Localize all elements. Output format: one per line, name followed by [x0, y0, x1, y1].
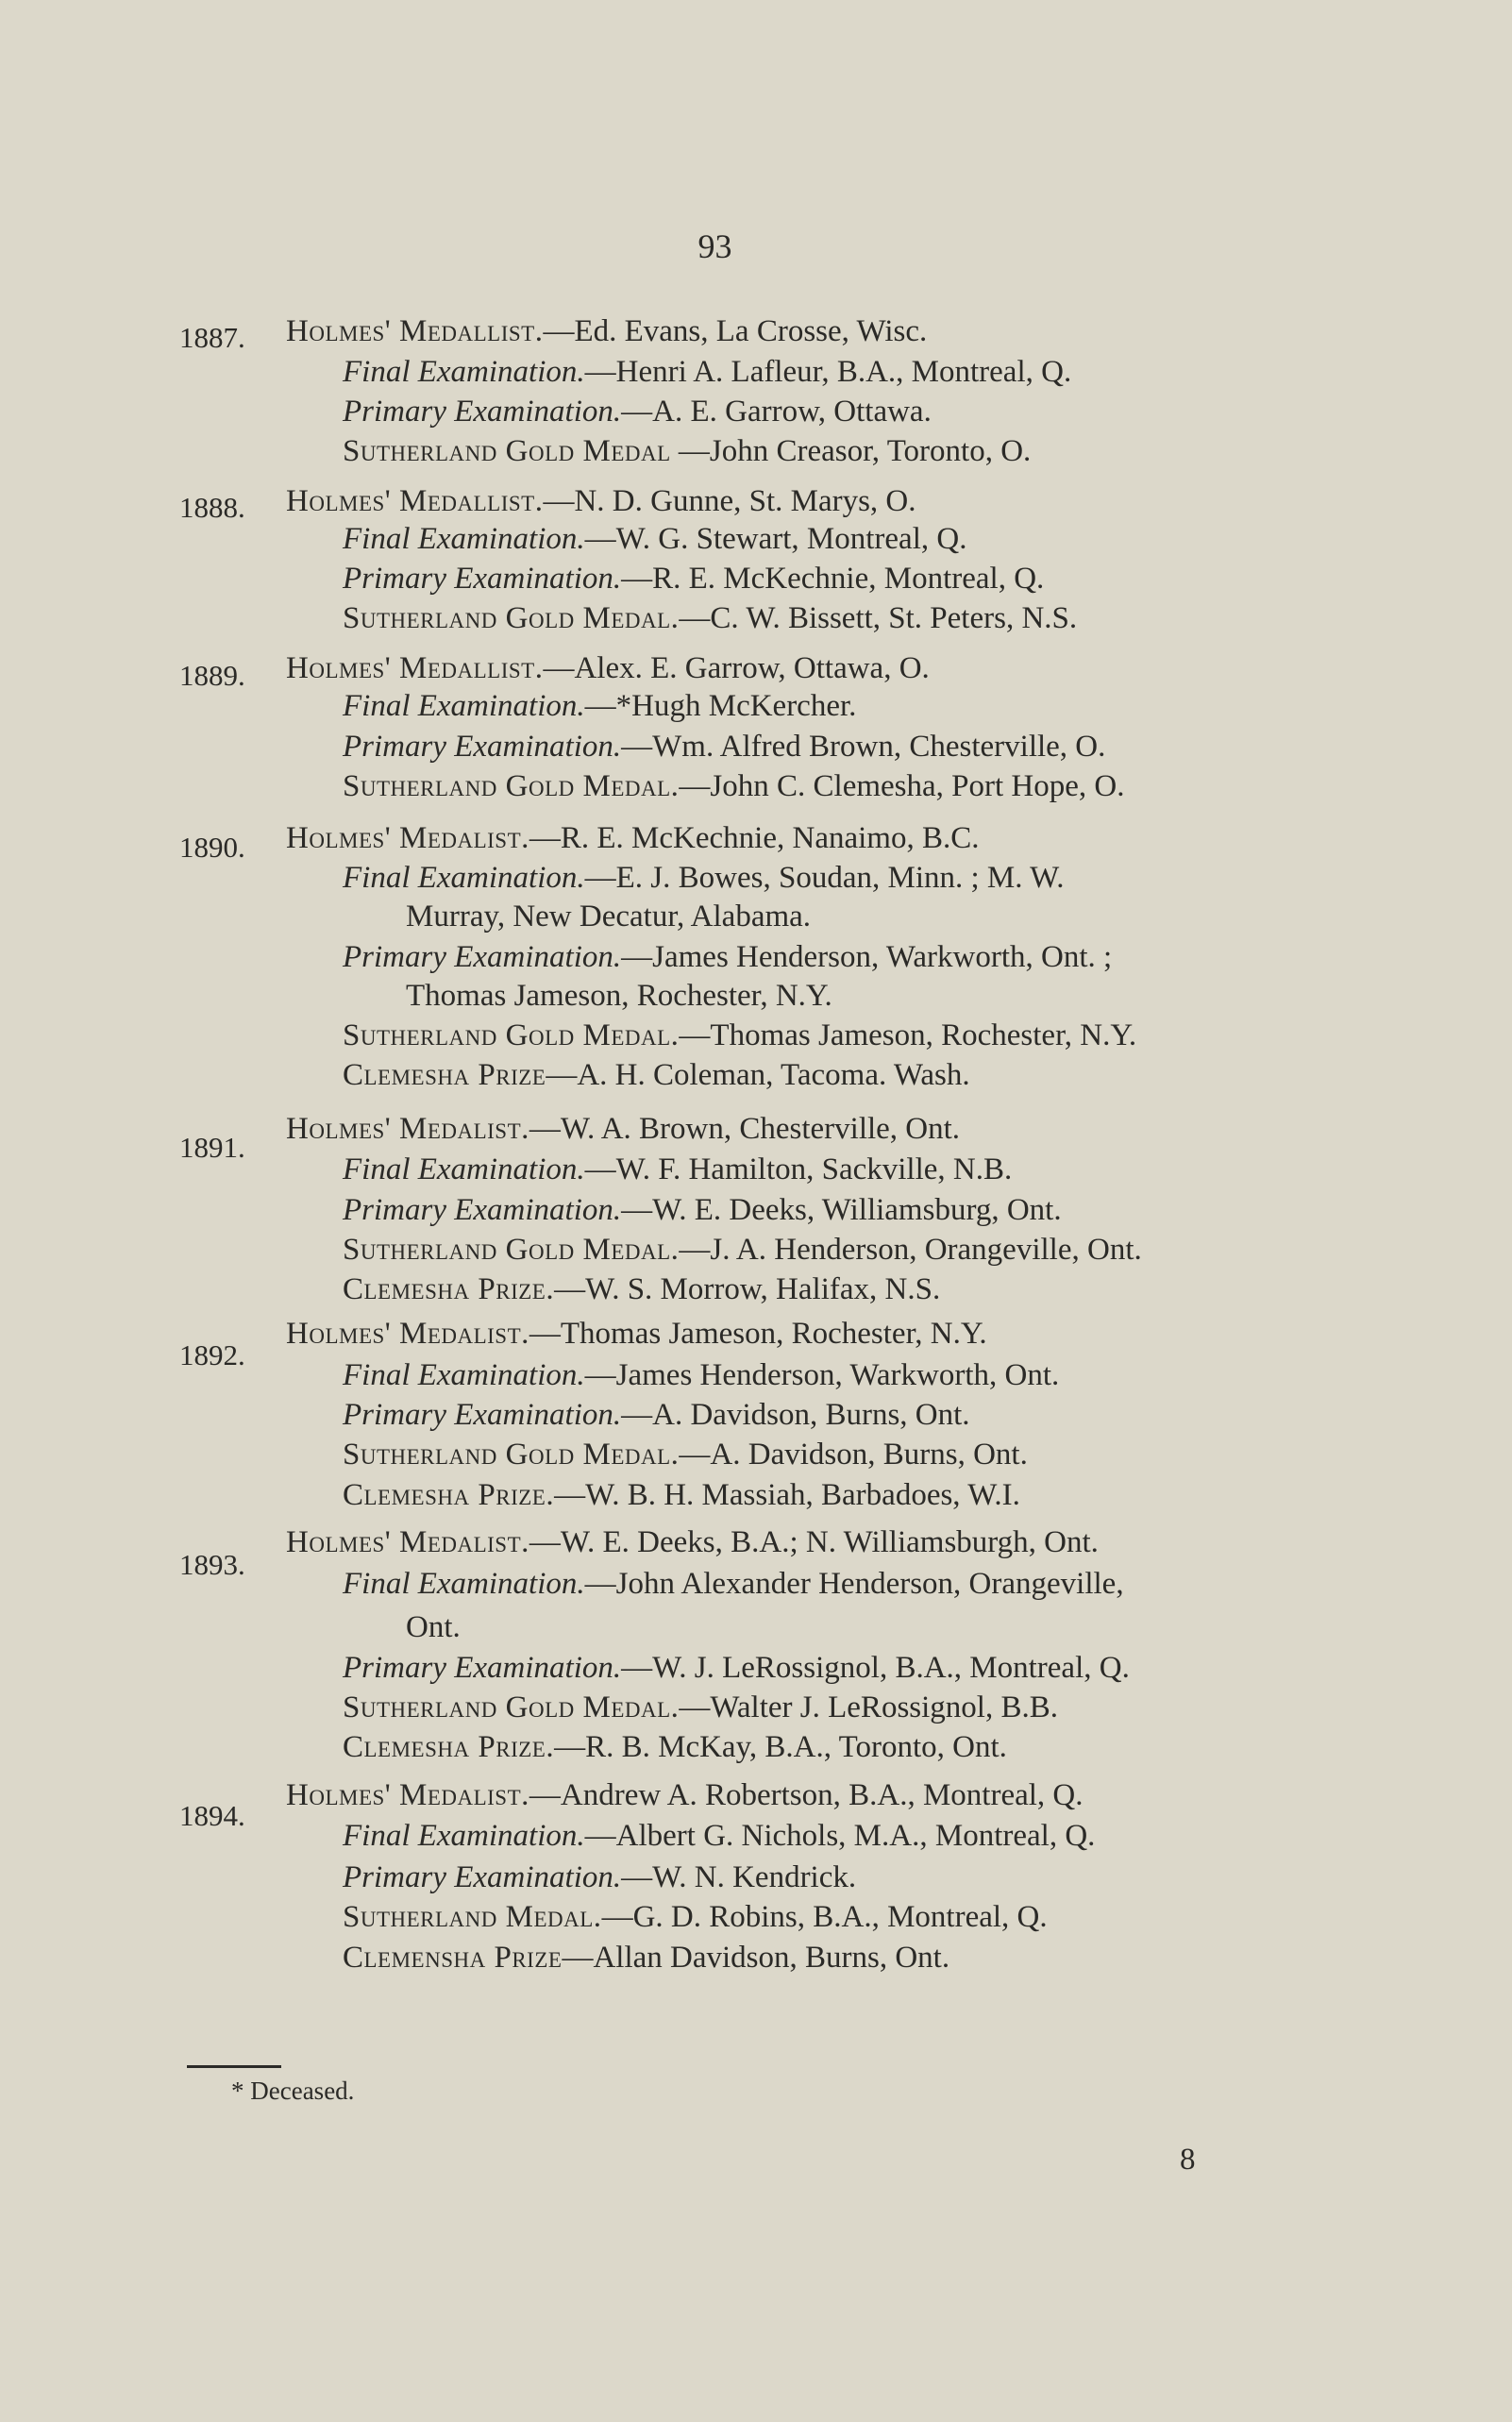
- award-line: Final Examination.—W. G. Stewart, Montreal, Q.: [343, 522, 967, 556]
- award-line: Primary Examination.—A. E. Garrow, Ottawa.: [343, 395, 932, 429]
- footnote: * Deceased.: [231, 2077, 355, 2105]
- footnote-rule: [187, 2065, 281, 2068]
- award-line: Primary Examination.—James Henderson, Warkworth, Ont. ;: [343, 940, 1113, 974]
- award-line: Murray, New Decatur, Alabama.: [406, 900, 812, 933]
- award-line: Holmes' Medalist.—W. E. Deeks, B.A.; N. Williamsburgh, Ont.: [286, 1525, 1099, 1559]
- year-label: 1892.: [179, 1338, 245, 1371]
- award-line: Final Examination.—Albert G. Nichols, M.A., Montreal, Q.: [343, 1819, 1096, 1853]
- award-line: Final Examination.—W. F. Hamilton, Sackville, N.B.: [343, 1152, 1013, 1186]
- award-line: Clemesha Prize—A. H. Coleman, Tacoma. Wash.: [343, 1058, 970, 1092]
- year-label: 1890.: [179, 831, 245, 864]
- award-line: Holmes' Medalist.—Andrew A. Robertson, B.A., Montreal, Q.: [286, 1778, 1084, 1812]
- award-line: Clemensha Prize—Allan Davidson, Burns, Ont.: [343, 1941, 950, 1975]
- award-line: Holmes' Medalist.—Thomas Jameson, Rochester, N.Y.: [286, 1317, 987, 1351]
- year-label: 1894.: [179, 1799, 245, 1832]
- award-line: Final Examination.—John Alexander Henderson, Orangeville,: [343, 1567, 1124, 1601]
- award-line: Holmes' Medalist.—W. A. Brown, Chesterville, Ont.: [286, 1112, 961, 1146]
- award-line: Primary Examination.—W. N. Kendrick.: [343, 1860, 857, 1894]
- award-line: Sutherland Medal.—G. D. Robins, B.A., Montreal, Q.: [343, 1900, 1048, 1934]
- award-line: Clemesha Prize.—R. B. McKay, B.A., Toronto, Ont.: [343, 1730, 1007, 1764]
- award-line: Thomas Jameson, Rochester, N.Y.: [406, 979, 832, 1013]
- award-line: Sutherland Gold Medal —John Creasor, Toronto, O.: [343, 434, 1032, 468]
- award-line: Clemesha Prize.—W. S. Morrow, Halifax, N.S.: [343, 1272, 941, 1306]
- award-line: Holmes' Medalist.—R. E. McKechnie, Nanaimo, B.C.: [286, 821, 980, 855]
- year-label: 1888.: [179, 491, 245, 524]
- award-line: Holmes' Medallist.—N. D. Gunne, St. Marys, O.: [286, 484, 916, 518]
- award-line: Sutherland Gold Medal.—John C. Clemesha, Port Hope, O.: [343, 769, 1125, 803]
- page-number: 93: [697, 227, 732, 265]
- award-line: Clemesha Prize.—W. B. H. Massiah, Barbadoes, W.I.: [343, 1478, 1020, 1512]
- award-line: Sutherland Gold Medal.—J. A. Henderson, Orangeville, Ont.: [343, 1233, 1142, 1267]
- award-line: Primary Examination.—W. J. LeRossignol, B.A., Montreal, Q.: [343, 1651, 1130, 1685]
- award-line: Final Examination.—Henri A. Lafleur, B.A., Montreal, Q.: [343, 355, 1072, 389]
- year-label: 1887.: [179, 321, 245, 354]
- award-line: Holmes' Medallist.—Alex. E. Garrow, Ottawa, O.: [286, 651, 930, 685]
- year-label: 1893.: [179, 1548, 245, 1581]
- award-line: Sutherland Gold Medal.—C. W. Bissett, St. Peters, N.S.: [343, 601, 1078, 635]
- award-line: Final Examination.—E. J. Bowes, Soudan, Minn. ; M. W.: [343, 861, 1065, 895]
- award-line: Primary Examination.—W. E. Deeks, Williamsburg, Ont.: [343, 1193, 1062, 1227]
- award-line: Primary Examination.—A. Davidson, Burns, Ont.: [343, 1398, 970, 1432]
- award-line: Final Examination.—*Hugh McKercher.: [343, 689, 857, 723]
- award-line: Final Examination.—James Henderson, Warkworth, Ont.: [343, 1358, 1060, 1392]
- year-label: 1889.: [179, 659, 245, 692]
- award-line: Sutherland Gold Medal.—Thomas Jameson, Rochester, N.Y.: [343, 1018, 1137, 1052]
- year-label: 1891.: [179, 1131, 245, 1164]
- award-line: Sutherland Gold Medal.—A. Davidson, Burns, Ont.: [343, 1438, 1028, 1472]
- award-line: Primary Examination.—R. E. McKechnie, Montreal, Q.: [343, 562, 1045, 596]
- signature-mark: 8: [1180, 2143, 1196, 2177]
- award-line: Ont.: [406, 1610, 461, 1644]
- award-line: Primary Examination.—Wm. Alfred Brown, Chesterville, O.: [343, 730, 1106, 764]
- award-line: Holmes' Medallist.—Ed. Evans, La Crosse, Wisc.: [286, 314, 928, 348]
- award-line: Sutherland Gold Medal.—Walter J. LeRossignol, B.B.: [343, 1690, 1058, 1724]
